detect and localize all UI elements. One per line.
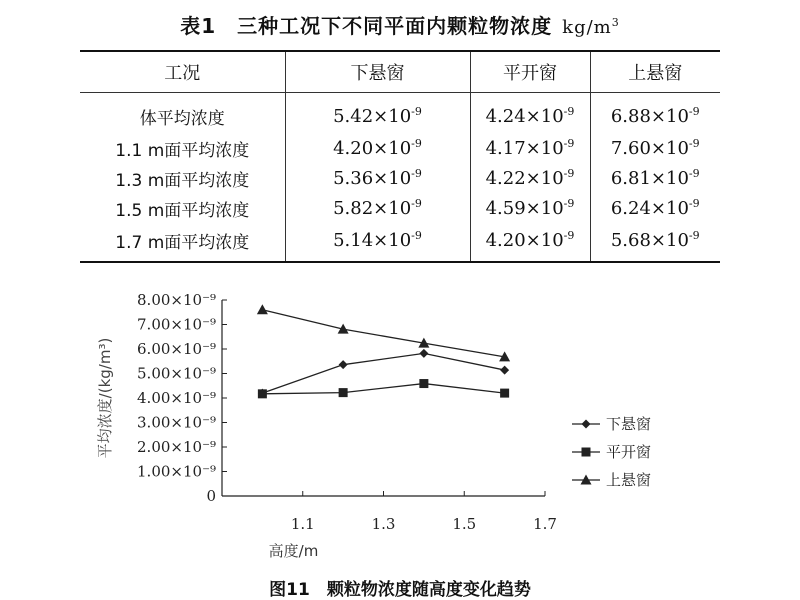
table-header-row — [80, 51, 720, 93]
table-title-text: 表1 三种工况下不同平面内颗粒物浓度 — [180, 14, 553, 38]
y-tick-label: 4.00×10⁻⁹ — [137, 389, 216, 407]
y-tick-label: 0 — [206, 487, 216, 505]
data-point-square — [258, 389, 267, 398]
legend-marker-diamond — [582, 420, 591, 429]
cell-v2: $4.59\times 10^{-9}$ — [470, 193, 590, 223]
legend-marker-square — [582, 448, 591, 457]
figure-caption: 图11 颗粒物浓度随高度变化趋势 — [269, 580, 531, 600]
cell-v1: $5.42\times 10^{-9}$ — [285, 93, 470, 134]
concentration-chart — [0, 280, 800, 570]
table-row — [80, 163, 720, 193]
table-row — [80, 93, 720, 134]
table-row — [80, 223, 720, 262]
cell-v2: $4.24\times 10^{-9}$ — [470, 93, 590, 134]
cell-v3: $5.68\times 10^{-9}$ — [590, 223, 720, 262]
x-axis-label: 高度/m — [268, 542, 319, 560]
data-point-triangle — [257, 304, 268, 314]
data-point-square — [339, 388, 348, 397]
row-label: 体平均浓度 — [139, 108, 225, 129]
legend-label: 上悬窗 — [606, 471, 652, 489]
cell-v2: $4.22\times 10^{-9}$ — [470, 163, 590, 193]
cell-v3: $6.24\times 10^{-9}$ — [590, 193, 720, 223]
y-tick-label: 2.00×10⁻⁹ — [137, 438, 216, 456]
data-point-diamond — [419, 349, 428, 358]
x-tick-label: 1.7 — [533, 515, 557, 533]
cell-v1: $5.82\times 10^{-9}$ — [285, 193, 470, 223]
cell-v1: $4.20\times 10^{-9}$ — [285, 133, 470, 163]
y-tick-label: 3.00×10⁻⁹ — [137, 413, 216, 432]
y-axis-label: 平均浓度/(kg/m³) — [96, 337, 114, 459]
cell-v3: $6.81\times 10^{-9}$ — [590, 163, 720, 193]
x-tick-label: 1.3 — [371, 515, 396, 533]
table-unit: $kg/m^3$ — [562, 16, 620, 38]
header-condition: 工况 — [80, 51, 285, 93]
x-tick-label: 1.5 — [452, 515, 477, 533]
cell-v3: $6.88\times 10^{-9}$ — [590, 93, 720, 134]
table-row — [80, 133, 720, 163]
row-label: 1.3 m面平均浓度 — [115, 170, 250, 191]
y-tick-label: 7.00×10⁻⁹ — [137, 315, 216, 334]
data-point-diamond — [500, 366, 509, 375]
row-label: 1.5 m面平均浓度 — [115, 200, 250, 221]
cell-v3: $7.60\times 10^{-9}$ — [590, 133, 720, 163]
cell-v2: $4.17\times 10^{-9}$ — [470, 133, 590, 163]
data-point-square — [419, 379, 428, 388]
table-title — [0, 10, 800, 39]
legend-label: 下悬窗 — [606, 415, 652, 433]
series-line-square — [262, 384, 504, 394]
x-tick-label: 1.1 — [290, 515, 315, 533]
table-row — [80, 193, 720, 223]
concentration-table — [80, 50, 720, 263]
y-tick-label: 6.00×10⁻⁹ — [137, 340, 216, 358]
y-tick-label: 8.00×10⁻⁹ — [137, 291, 216, 309]
series-line-triangle — [262, 310, 504, 357]
legend-label: 平开窗 — [606, 443, 652, 461]
series-line-diamond — [262, 353, 504, 393]
cell-v2: $4.20\times 10^{-9}$ — [470, 223, 590, 262]
y-tick-label: 5.00×10⁻⁹ — [137, 364, 216, 383]
data-point-square — [500, 389, 509, 398]
data-point-diamond — [339, 360, 348, 369]
header-casement: 平开窗 — [470, 51, 590, 93]
header-bottom-hung: 下悬窗 — [285, 51, 470, 93]
header-top-hung: 上悬窗 — [590, 51, 720, 93]
cell-v1: $5.14\times 10^{-9}$ — [285, 223, 470, 262]
row-label: 1.1 m面平均浓度 — [115, 140, 250, 161]
cell-v1: $5.36\times 10^{-9}$ — [285, 163, 470, 193]
row-label: 1.7 m面平均浓度 — [80, 223, 285, 262]
y-tick-label: 1.00×10⁻⁹ — [137, 462, 216, 481]
